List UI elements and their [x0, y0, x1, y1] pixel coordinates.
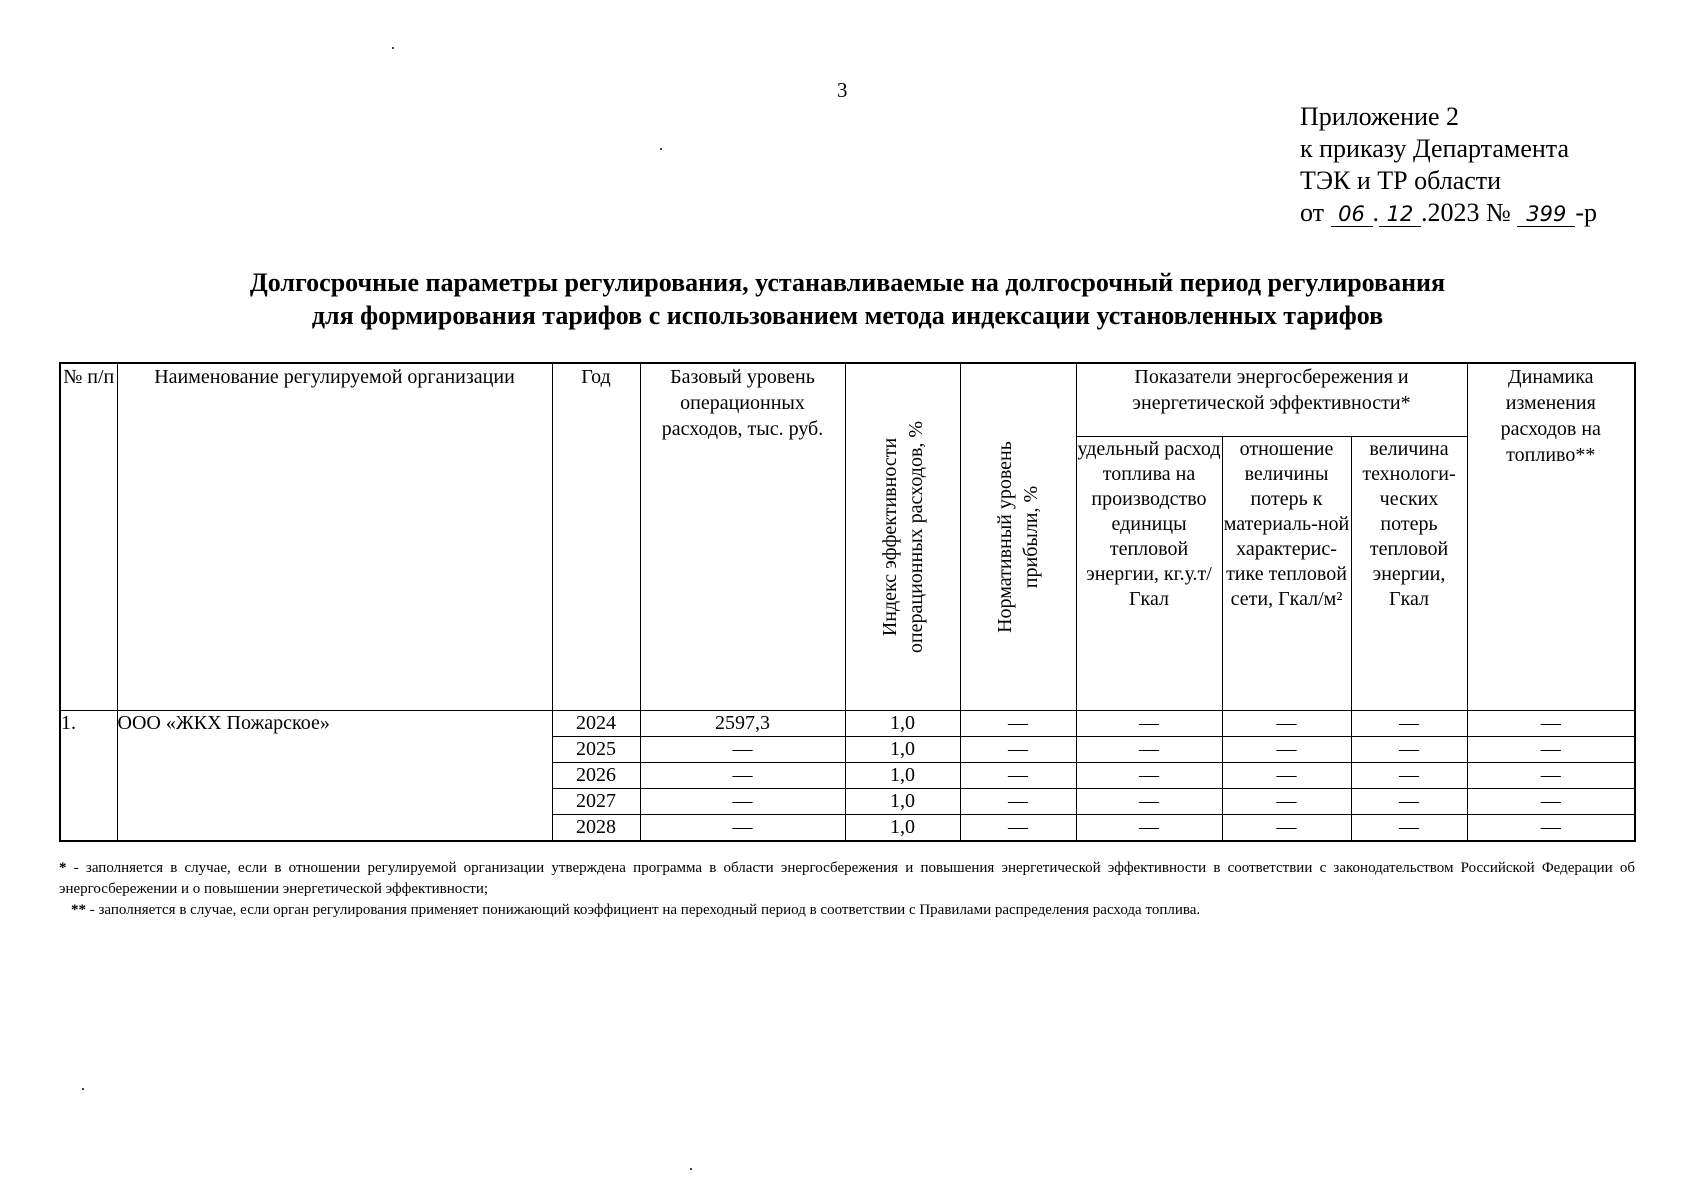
- cell-fuel: —: [1076, 763, 1222, 789]
- cell-profit: —: [960, 737, 1076, 763]
- header-efficiency-index: [845, 363, 960, 711]
- cell-year: 2026: [552, 763, 640, 789]
- cell-base: —: [640, 763, 845, 789]
- footnote-2-mark: **: [71, 902, 86, 918]
- date-prefix: от: [1300, 198, 1325, 227]
- scan-speck: [392, 47, 394, 49]
- header-fuel-dynamics: Динамика изменения расходов на топливо**: [1467, 363, 1635, 711]
- cell-year: 2028: [552, 815, 640, 842]
- header-base-level: Базовый уровень операционных расходов, тыс. руб.: [640, 363, 845, 711]
- cell-ratio: —: [1222, 763, 1351, 789]
- header-tech-losses: величина технологи-ческих потерь тепловой энергии, Гкал: [1351, 437, 1467, 711]
- cell-profit: —: [960, 763, 1076, 789]
- scan-speck: [82, 1088, 84, 1090]
- cell-index: 1,0: [845, 815, 960, 842]
- cell-losses: —: [1351, 815, 1467, 842]
- cell-year: 2024: [552, 711, 640, 737]
- cell-ratio: —: [1222, 789, 1351, 815]
- cell-fuel: —: [1076, 737, 1222, 763]
- title-line-2: для формирования тарифов с использованием метода индексации установленных тарифов: [311, 301, 1384, 330]
- parameters-table: [59, 362, 1636, 842]
- cell-profit: —: [960, 815, 1076, 842]
- header-profit-level-text: Нормативный уровень прибыли, %: [994, 441, 1042, 633]
- cell-fuel: —: [1076, 789, 1222, 815]
- cell-fuel: —: [1076, 815, 1222, 842]
- scan-speck: [660, 148, 662, 150]
- appendix-line-1: Приложение 2: [1300, 102, 1460, 131]
- scan-speck: [690, 1168, 692, 1170]
- cell-index: 1,0: [845, 789, 960, 815]
- header-org-name: Наименование регулируемой организации: [117, 363, 552, 711]
- cell-index: 1,0: [845, 737, 960, 763]
- cell-ratio: —: [1222, 737, 1351, 763]
- footnote-1-mark: *: [59, 860, 67, 876]
- appendix-line-2: к приказу Департамента: [1300, 134, 1570, 163]
- footnote-1-text: - заполняется в случае, если в отношении регулируемой организации утверждена программа в области энергосбережения и повышения энергетической эффективности в соответствии с законодательством Российской Федерации об энергосбережении и о повышении энергетической эффективности;: [59, 860, 1635, 897]
- cell-losses: —: [1351, 789, 1467, 815]
- cell-year: 2025: [552, 737, 640, 763]
- appendix-line-3: ТЭК и ТР области: [1300, 166, 1502, 195]
- org-number: 1.: [60, 711, 117, 842]
- cell-base: —: [640, 815, 845, 842]
- footnote-2: [59, 900, 1635, 921]
- cell-index: 1,0: [845, 711, 960, 737]
- order-number-handwritten: 399: [1517, 202, 1575, 227]
- cell-losses: —: [1351, 737, 1467, 763]
- cell-dynamics: —: [1467, 789, 1635, 815]
- table-row: [60, 711, 1635, 737]
- cell-base: 2597,3: [640, 711, 845, 737]
- date-day-handwritten: 06: [1331, 202, 1373, 227]
- header-num: № п/п: [60, 363, 117, 711]
- appendix-date-line: от 06 . 12 .2023 № 399 -р: [1300, 198, 1598, 227]
- header-year: Год: [552, 363, 640, 711]
- header-loss-ratio: отношение величины потерь к материаль-ной характерис-тике тепловой сети, Гкал/м²: [1222, 437, 1351, 711]
- cell-profit: —: [960, 789, 1076, 815]
- page-number: 3: [837, 78, 848, 102]
- cell-year: 2027: [552, 789, 640, 815]
- footnotes: [59, 858, 1635, 921]
- header-fuel-consumption: удельный расход топлива на производство единицы тепловой энергии, кг.у.т/Гкал: [1076, 437, 1222, 711]
- cell-base: —: [640, 737, 845, 763]
- footnote-2-text: - заполняется в случае, если орган регулирования применяет понижающий коэффициент на переходный период в соответствии с Правилами распределения расхода топлива.: [86, 902, 1201, 918]
- cell-fuel: —: [1076, 711, 1222, 737]
- cell-ratio: —: [1222, 815, 1351, 842]
- org-name: ООО «ЖКХ Пожарское»: [117, 711, 552, 842]
- header-efficiency-index-text: Индекс эффективности операционных расходов, %: [878, 420, 927, 654]
- cell-losses: —: [1351, 763, 1467, 789]
- date-year-text: .2023 №: [1421, 198, 1511, 227]
- cell-profit: —: [960, 711, 1076, 737]
- header-row-1: [60, 363, 1635, 437]
- document-title: [60, 266, 1635, 332]
- cell-ratio: —: [1222, 711, 1351, 737]
- cell-dynamics: —: [1467, 763, 1635, 789]
- cell-dynamics: —: [1467, 737, 1635, 763]
- cell-dynamics: —: [1467, 815, 1635, 842]
- cell-index: 1,0: [845, 763, 960, 789]
- title-line-1: Долгосрочные параметры регулирования, устанавливаемые на долгосрочный период регулирования: [249, 268, 1446, 297]
- cell-losses: —: [1351, 711, 1467, 737]
- header-profit-level: [960, 363, 1076, 711]
- date-month-handwritten: 12: [1379, 202, 1421, 227]
- header-energy-group: Показатели энергосбережения и энергетической эффективности*: [1076, 363, 1467, 437]
- cell-dynamics: —: [1467, 711, 1635, 737]
- appendix-block: [1300, 101, 1597, 229]
- cell-base: —: [640, 789, 845, 815]
- order-suffix: -р: [1575, 198, 1598, 227]
- footnote-1: [59, 858, 1635, 900]
